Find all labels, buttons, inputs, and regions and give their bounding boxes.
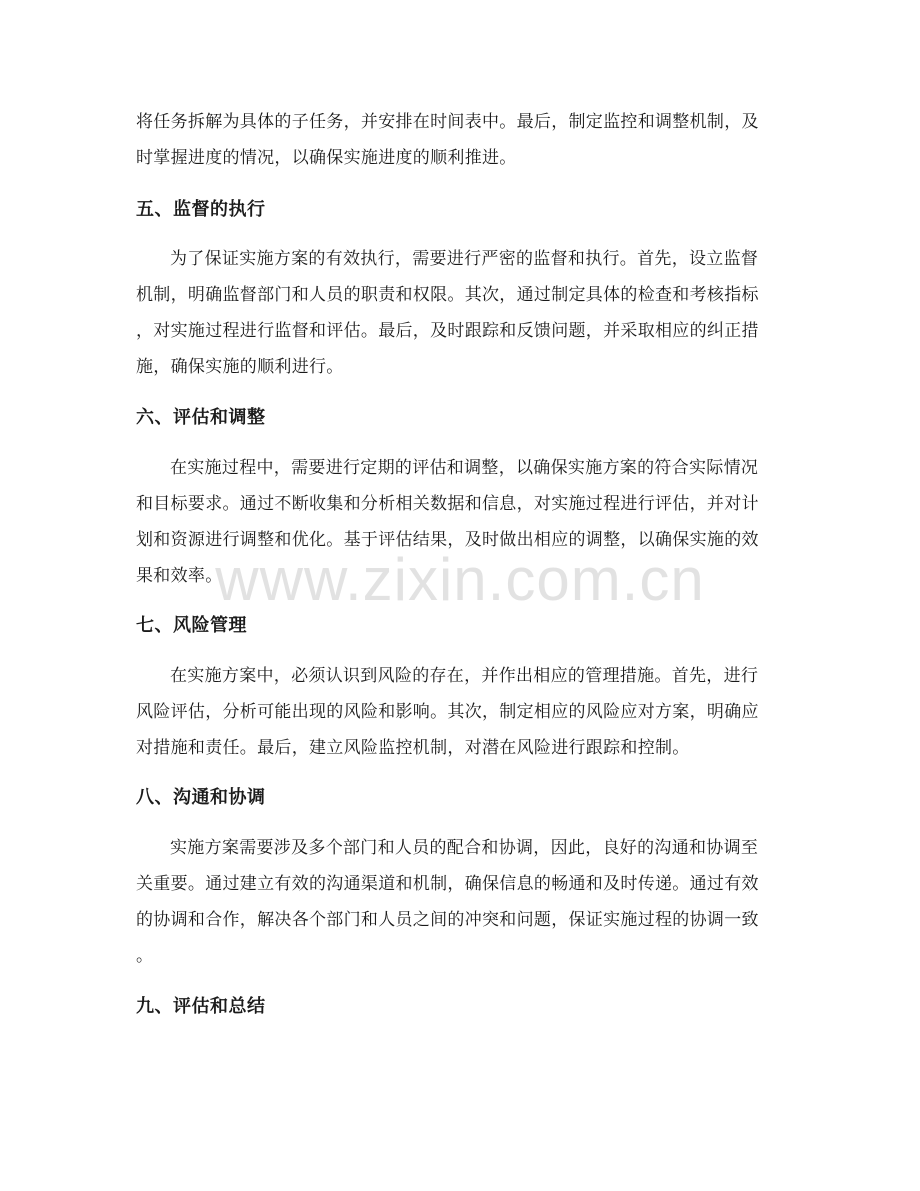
- section-6-line-1: 在实施过程中，需要进行定期的评估和调整，以确保实施方案的符合实际情况: [170, 458, 759, 478]
- section-5-line-4: 施，确保实施的顺利进行。: [136, 357, 344, 377]
- section-heading-9: 九、评估和总结: [136, 996, 266, 1017]
- section-5-line-2: 机制，明确监督部门和人员的职责和权限。其次，通过制定具体的检查和考核指标: [136, 285, 759, 305]
- watermark: www.zixin.com.cn: [215, 546, 705, 613]
- section-heading-6: 六、评估和调整: [136, 407, 266, 428]
- section-5-line-1: 为了保证实施方案的有效执行，需要进行严密的监督和执行。首先，设立监督: [170, 249, 759, 269]
- section-8-line-1: 实施方案需要涉及多个部门和人员的配合和协调，因此，良好的沟通和协调至: [170, 838, 759, 858]
- section-7-line-2: 风险评估，分析可能出现的风险和影响。其次，制定相应的风险应对方案，明确应: [136, 702, 759, 722]
- section-7-line-3: 对措施和责任。最后，建立风险监控机制，对潜在风险进行跟踪和控制。: [136, 738, 690, 758]
- section-heading-7: 七、风险管理: [136, 615, 247, 636]
- section-5-line-3: ，对实施过程进行监督和评估。最后，及时跟踪和反馈问题，并采取相应的纠正措: [136, 321, 759, 341]
- section-6-line-2: 和目标要求。通过不断收集和分析相关数据和信息，对实施过程进行评估，并对计: [136, 494, 759, 514]
- section-heading-8: 八、沟通和协调: [136, 787, 266, 808]
- section-8-line-2: 关重要。通过建立有效的沟通渠道和机制，确保信息的畅通和及时传递。通过有效: [136, 874, 759, 894]
- intro-line-2: 时掌握进度的情况，以确保实施进度的顺利推进。: [136, 148, 517, 168]
- section-7-line-1: 在实施方案中，必须认识到风险的存在，并作出相应的管理措施。首先，进行: [170, 666, 759, 686]
- section-8-line-3: 的协调和合作，解决各个部门和人员之间的冲突和问题，保证实施过程的协调一致: [136, 910, 759, 930]
- section-heading-5: 五、监督的执行: [136, 199, 266, 220]
- section-6-line-3: 划和资源进行调整和优化。基于评估结果，及时做出相应的调整，以确保实施的效: [136, 530, 759, 550]
- section-6-line-4: 果和效率。: [136, 566, 223, 586]
- intro-line-1: 将任务拆解为具体的子任务，并安排在时间表中。最后，制定监控和调整机制，及: [136, 112, 759, 132]
- section-8-line-4: 。: [136, 946, 154, 966]
